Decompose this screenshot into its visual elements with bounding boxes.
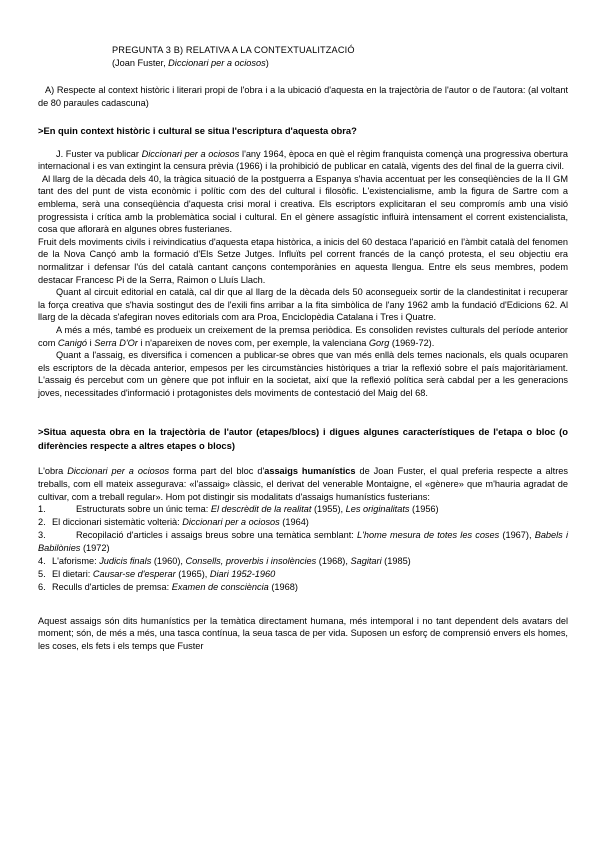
answer-1-paragraph-1 [38,148,568,173]
list-item-text: (1956) [409,504,439,515]
a2-p1-part-a: L'obra [38,466,68,477]
answer-1-paragraph-3: Fruit dels moviments civils i reivindicatius d'aquesta etapa històrica, a inicis del 60 destaca l'aparició en l'àmbit català del fenomen de la Nova Cançó amb la formació d'Els Setze Jutges. Influïts pel corrent francés de la cançó protesta, el seu objectiu era normalitzar i defensar l'ús del català cantant cançons contemporànies en aquesta llengua. Entre els seus membres, podem destacar Francesc Pi de la Serra, Raimon o Lluís Llach. [38,236,568,285]
list-item-text: (1967), [499,530,535,541]
list-item-text: (1955), [311,504,346,515]
list-item [38,555,568,568]
a1-p1-work-title: Diccionari per a ociosos [141,148,240,159]
list-item-text: (1964) [279,517,309,528]
a1-p5-magazine-gorg: Gorg [368,337,390,348]
list-item [38,516,568,529]
list-item-work-title: Judicis finals [99,555,152,566]
essay-modalities-list [38,503,568,593]
list-item-text: Estructurats sobre un únic tema: [76,504,211,515]
document-header [112,44,568,70]
list-item-work-title: Les originalitats [345,504,410,515]
answer-1-paragraph-5 [38,324,568,349]
a2-p1-work-title: Diccionari per a ociosos [67,466,170,477]
list-item-text: (1960), [151,555,186,566]
list-item-text: L'aforisme: [52,555,100,566]
a1-p5-part-b: i [87,337,95,348]
list-item-work-title: El descrèdit de la realitat [210,504,312,515]
list-item-work-title: Causar-se d'esperar [92,568,176,579]
answer-2-final-paragraph: Aquest assaigs són dits humanístics per la temàtica directament humana, més intemporal i no tant dependent dels avatars del moment; són, de més a més, una tasca contínua, la seua tasca de per vida. Suposen un esforç de comprensió envers els homes, les coses, els fets i els temps que Fuster [38,615,568,651]
answer-1-block [38,148,568,400]
a1-p5-part-d: (1969-72). [389,337,435,348]
list-item [38,568,568,581]
document-subtitle [112,57,568,70]
list-item-text: (1965), [175,568,210,579]
subtitle-work-title: Diccionari per a ociosos [168,58,266,69]
answer-2-block [38,465,568,652]
list-item-text: (1985) [381,555,411,566]
subtitle-author: (Joan Fuster, [112,58,169,69]
list-item-text: (1968), [316,555,351,566]
answer-1-paragraph-2: Al llarg de la dècada dels 40, la tràgica situació de la postguerra a Espanya s'havia accentuat per les conseqüències de la II GM tant des del punt de vista econòmic i polític com des del cultural i filosòfic. L'existencialisme, amb la figura de Sartre com a emblema, serà una conseqüència d'aquesta crisi moral i creativa. Els escriptors explicitaran el seu compromís amb una visió progressista i crítica amb la problemàtica social i cultural. En el gènere assagístic influirà intensament el corrent existencialista, cosa que aflorarà en algunes obres fusterianes. [38,173,568,235]
list-item-number: 2. [38,517,46,528]
list-item-work-title: Sagitari [350,555,382,566]
list-item-number: 6. [38,581,46,592]
list-item-text: El diccionari sistemàtic volterià: [52,517,183,528]
page-title: PREGUNTA 3 B) RELATIVA A LA CONTEXTUALITZACIÓ [112,45,355,55]
section-spacer-1 [38,399,568,425]
list-item-work-title: L'home mesura de totes les coses [357,530,500,541]
list-item-work-title: Diccionari per a ociosos [182,517,280,528]
instructions-paragraph: A) Respecte al context històric i literari propi de l'obra i a la ubicació d'aquesta en la trajectòria de l'autor o de l'autora: (al voltant de 80 paraules cadascuna) [38,85,568,108]
answer-1-paragraph-6: Quant a l'assaig, es diversifica i comencen a publicar-se obres que van més enllà dels temes nacionals, els quals ocuparen els escriptors de la dècada anterior, empesos per les circumstàncies històriques a triar la reflexió sobre el país majoritàriament. L'assaig és percebut com un gènere que pot influir en la societat, així que la reflexió política serà cabdal per a les generacions joves, necessitades d'informació i protagonistes dels moviments de contestació del Maig del 68. [38,350,568,398]
section-spacer-2 [38,594,568,615]
answer-1-paragraph-4: Quant al circuit editorial en català, cal dir que al llarg de la dècada dels 50 aconsegueix sortir de la clandestinitat i recuperar la força creativa que s'havia sostingut des de l'exili fins arribar a la fita simbòlica de l'any 1962 amb la fundació d'Edicions 62. Al llarg de la dècada s'afegiran noves editorials com ara Proa, Enciclopèdia Catalana i Tres i Quatre. [38,287,568,323]
a1-p5-magazine-serra-dor: Serra D'Or [94,337,138,348]
list-item-text: Reculls d'articles de premsa: [52,581,172,592]
a1-p5-magazine-canigo: Canigó [57,337,88,348]
list-item-number: 1. [38,504,46,515]
a1-p1-part-b: l'any 1964, època en què el règim franquista començà una progressiva obertura internacional i es van extingint la censura prèvia (1966) i la prohibició de publicar en català, vigents des del final de la guerra civil. [38,148,568,172]
question-2-heading: >Situa aquesta obra en la trajectòria de l'autor (etapes/blocs) i digues algunes característiques de l'etapa o bloc (o diferències respecte a altres etapes o blocs) [38,426,568,452]
subtitle-close-paren: ) [265,58,269,69]
answer-2-paragraph-1 [38,465,568,503]
list-item-work-title: Consells, proverbis i insolències [185,555,317,566]
list-item-text: (1972) [80,542,110,553]
a2-p1-part-c: de Joan Fuster, el qual preferia respecte a altres treballs, com ell mateix assegurava: «l'assaig» clàssic, el derivat del venerable Montaigne, el «gènere» que m'hauria agradat de cultivar, com a treball regular». Hom pot distingir sis modalitats d'assaigs humanístics fusterians: [38,466,568,502]
question-1-heading: >En quin context històric i cultural se situa l'escriptura d'aquesta obra? [38,124,357,136]
list-item-text: (1968) [268,581,298,592]
a1-p1-part-a: J. Fuster va publicar [56,148,142,159]
list-item-text: Recopilació d'articles i assaigs breus sobre una temàtica semblant: [76,530,358,541]
list-item-number: 3. [38,530,46,541]
a1-p5-part-c: i n'apareixen de noves com, per exemple, la valenciana [137,337,369,348]
list-item-work-title: Examen de consciència [171,581,269,592]
list-item [38,503,568,516]
list-item-work-title: Diari 1952-1960 [209,568,276,579]
list-item-number: 4. [38,555,46,566]
list-item [38,581,568,594]
a2-p1-part-b: forma part del bloc d' [169,466,265,477]
a1-p5-part-a: A més a més, també es produeix un creixement de la premsa periòdica. Es consoliden revistes culturals del període anterior com [38,324,568,348]
list-item-number: 5. [38,568,46,579]
list-item [38,529,568,555]
list-item-text: El dietari: [52,568,93,579]
list-item-work-title: Babels i Babilònies [38,530,568,553]
a2-p1-bold-term: assaigs humanístics [264,466,356,477]
